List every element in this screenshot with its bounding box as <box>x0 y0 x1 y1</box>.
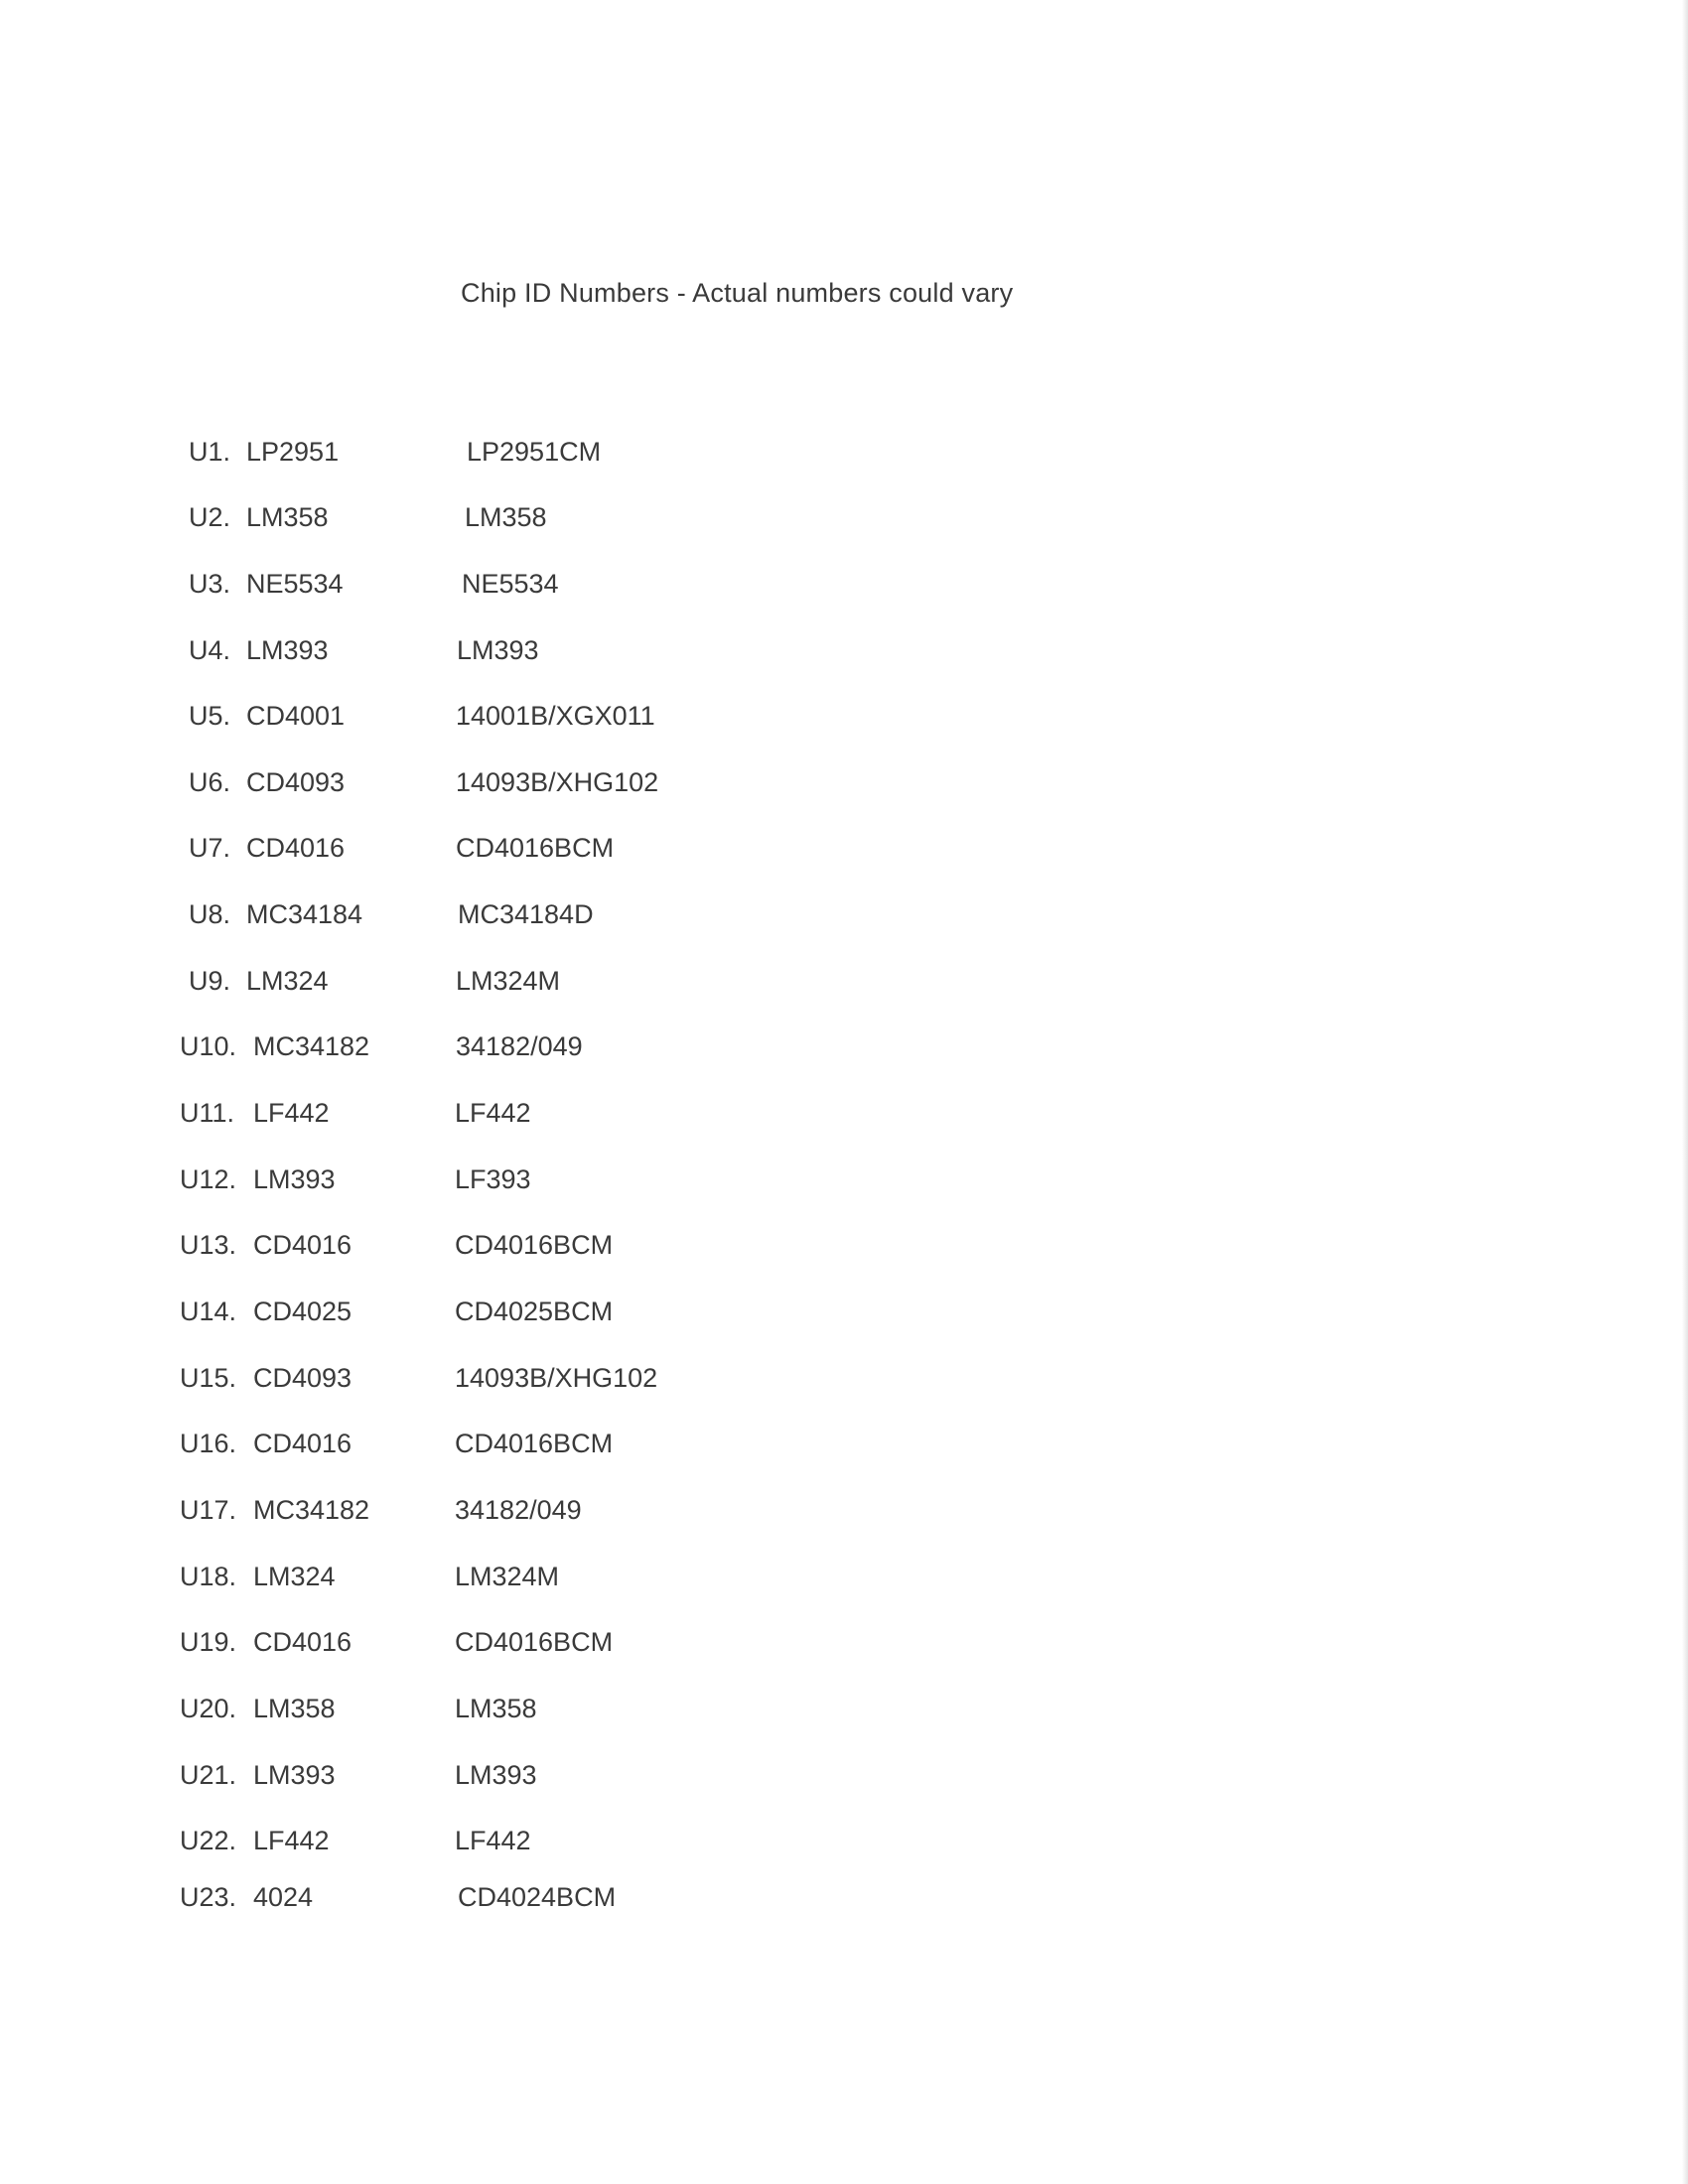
chip-marking: CD4025BCM <box>455 1297 614 1326</box>
chip-marking: LM324M <box>455 1562 560 1591</box>
chip-marking: 14093B/XHG102 <box>456 767 659 797</box>
chip-row <box>0 1562 993 1601</box>
chip-marking: NE5534 <box>462 569 559 599</box>
chip-row <box>0 1164 993 1204</box>
chip-part-number: LM393 <box>253 1164 336 1194</box>
chip-part-number: CD4001 <box>246 701 346 731</box>
chip-ref: U13. <box>180 1230 237 1260</box>
chip-marking: CD4024BCM <box>458 1882 617 1912</box>
chip-ref: U11. <box>180 1098 235 1128</box>
chip-part-number: LM393 <box>253 1760 336 1790</box>
chip-row <box>0 437 993 477</box>
chip-row <box>0 1363 993 1403</box>
chip-marking: LM393 <box>457 635 539 665</box>
chip-marking: LF442 <box>455 1098 531 1128</box>
chip-ref: U10. <box>180 1031 237 1061</box>
chip-ref: U12. <box>180 1164 237 1194</box>
chip-ref: U18. <box>180 1562 237 1591</box>
chip-row <box>0 1760 993 1800</box>
chip-row <box>0 502 993 542</box>
chip-row <box>0 899 993 939</box>
chip-marking: 14001B/XGX011 <box>456 701 655 731</box>
chip-part-number: LM324 <box>253 1562 336 1591</box>
chip-ref: U17. <box>180 1495 237 1525</box>
chip-row <box>0 1694 993 1733</box>
chip-part-number: LP2951 <box>246 437 340 467</box>
chip-ref: U5. <box>189 701 231 731</box>
chip-marking: MC34184D <box>458 899 594 929</box>
chip-part-number: CD4016 <box>253 1230 352 1260</box>
chip-row <box>0 1098 993 1138</box>
chip-marking: CD4016BCM <box>455 1429 614 1458</box>
chip-marking: 14093B/XHG102 <box>455 1363 658 1393</box>
chip-marking: CD4016BCM <box>455 1230 614 1260</box>
chip-ref: U3. <box>189 569 231 599</box>
chip-part-number: CD4016 <box>253 1429 352 1458</box>
chip-row <box>0 1297 993 1336</box>
chip-ref: U14. <box>180 1297 237 1326</box>
chip-marking: LP2951CM <box>467 437 602 467</box>
chip-part-number: LM358 <box>246 502 329 532</box>
chip-ref: U7. <box>189 833 231 863</box>
chip-ref: U8. <box>189 899 231 929</box>
chip-ref: U1. <box>189 437 231 467</box>
chip-part-number: LM358 <box>253 1694 336 1723</box>
chip-part-number: NE5534 <box>246 569 344 599</box>
chip-row <box>0 767 993 807</box>
chip-ref: U6. <box>189 767 231 797</box>
chip-part-number: CD4016 <box>253 1627 352 1657</box>
chip-marking: LM324M <box>456 966 561 996</box>
chip-row <box>0 1230 993 1270</box>
chip-part-number: MC34182 <box>253 1031 370 1061</box>
chip-row <box>0 1826 993 1865</box>
chip-row <box>0 1882 993 1922</box>
chip-row <box>0 1627 993 1667</box>
chip-marking: LF393 <box>455 1164 531 1194</box>
chip-marking: 34182/049 <box>455 1495 582 1525</box>
chip-ref: U23. <box>180 1882 237 1912</box>
chip-row <box>0 701 993 741</box>
chip-part-number: LF442 <box>253 1826 330 1855</box>
chip-part-number: CD4093 <box>246 767 346 797</box>
chip-marking: LM393 <box>455 1760 537 1790</box>
chip-ref: U15. <box>180 1363 237 1393</box>
chip-row <box>0 966 993 1006</box>
chip-part-number: MC34184 <box>246 899 363 929</box>
chip-row <box>0 1495 993 1535</box>
chip-ref: U19. <box>180 1627 237 1657</box>
chip-row <box>0 635 993 675</box>
chip-row <box>0 1429 993 1468</box>
chip-ref: U2. <box>189 502 231 532</box>
chip-ref: U20. <box>180 1694 237 1723</box>
chip-marking: CD4016BCM <box>456 833 615 863</box>
chip-marking: 34182/049 <box>456 1031 583 1061</box>
chip-part-number: MC34182 <box>253 1495 370 1525</box>
chip-ref: U16. <box>180 1429 237 1458</box>
chip-part-number: CD4025 <box>253 1297 352 1326</box>
page-title: Chip ID Numbers - Actual numbers could vary <box>461 278 1014 308</box>
chip-row <box>0 833 993 873</box>
chip-part-number: CD4016 <box>246 833 346 863</box>
chip-ref: U22. <box>180 1826 237 1855</box>
chip-part-number: LM324 <box>246 966 329 996</box>
chip-marking: LM358 <box>465 502 547 532</box>
chip-row <box>0 569 993 609</box>
chip-ref: U4. <box>189 635 231 665</box>
chip-marking: LM358 <box>455 1694 537 1723</box>
chip-part-number: CD4093 <box>253 1363 352 1393</box>
chip-marking: CD4016BCM <box>455 1627 614 1657</box>
chip-marking: LF442 <box>455 1826 531 1855</box>
chip-part-number: 4024 <box>253 1882 314 1912</box>
chip-ref: U21. <box>180 1760 237 1790</box>
chip-part-number: LF442 <box>253 1098 330 1128</box>
chip-part-number: LM393 <box>246 635 329 665</box>
chip-ref: U9. <box>189 966 231 996</box>
chip-row <box>0 1031 993 1071</box>
